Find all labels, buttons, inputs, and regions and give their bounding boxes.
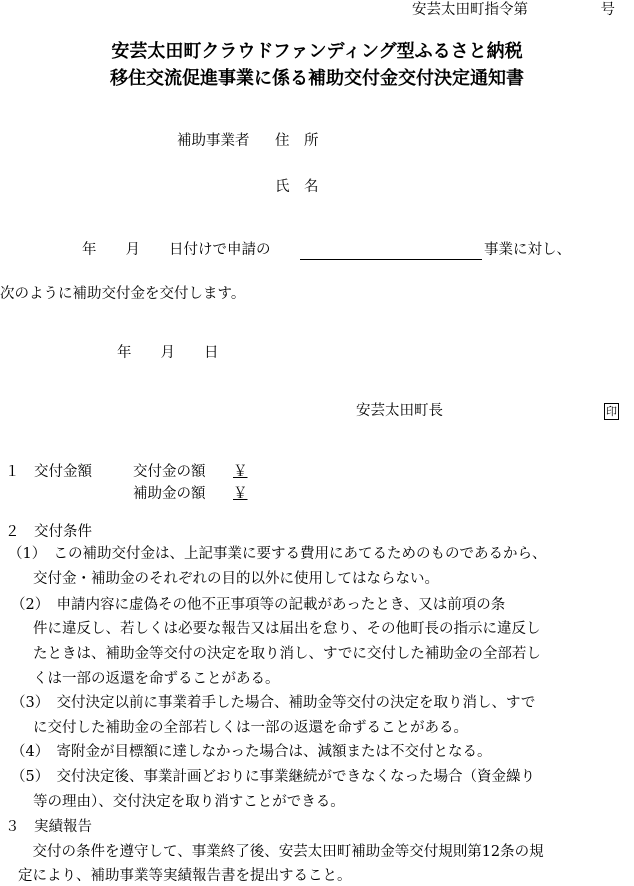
- issuer-name: 安芸太田町長: [356, 403, 443, 419]
- address-label: 住 所: [275, 133, 319, 149]
- project-suffix-text: 事業に対し、: [484, 242, 571, 258]
- document-title-line2: 移住交流促進事業に係る補助交付金交付決定通知書: [110, 68, 524, 89]
- condition-4-line1: （4） 寄附金が目標額に達しなかった場合は、減額または不交付となる。: [11, 744, 492, 760]
- condition-2-line1: （2） 申請内容に虚偽その他不正事項等の記載があったとき、又は前項の条: [11, 597, 506, 613]
- subsidy-amount-currency: ￥: [233, 486, 248, 502]
- report-line2: 定により、補助事業等実績報告書を提出すること。: [18, 868, 352, 884]
- application-date-text: 年 月 日付けで申請の: [53, 242, 271, 258]
- issue-date: 年 月 日: [117, 345, 219, 361]
- grant-statement: 次のように補助交付金を交付します。: [0, 286, 246, 302]
- condition-5-line2: 等の理由）、交付決定を取り消すことができる。: [33, 794, 345, 810]
- seal-mark: 印: [606, 405, 617, 418]
- condition-1-line2: 交付金・補助金のそれぞれの目的以外に使用してはならない。: [33, 571, 439, 587]
- grant-amount-currency: ￥: [233, 464, 248, 480]
- condition-2-line3: たときは、補助金等交付の決定を取り消し、すでに交付した補助金の全部若し: [33, 646, 541, 662]
- condition-3-line1: （3） 交付決定以前に事業着手した場合、補助金等交付の決定を取り消し、すで: [11, 695, 536, 711]
- condition-5-line1: （5） 交付決定後、事業計画どおりに事業継続ができなくなった場合（資金繰り: [11, 769, 535, 785]
- section2-heading: ２ 交付条件: [5, 524, 92, 540]
- recipient-label: 補助事業者: [177, 133, 250, 149]
- document-number: 安芸太田町指令第 号: [412, 2, 615, 18]
- grant-amount-label: 交付金の額: [133, 464, 206, 480]
- section1-heading: １ 交付金額: [5, 464, 92, 480]
- condition-2-line2: 件に違反し、若しくは必要な報告又は届出を怠り、その他町長の指示に違反し: [33, 621, 541, 637]
- condition-2-line4: くは一部の返還を命ずることがある。: [33, 671, 280, 687]
- section3-heading: ３ 実績報告: [5, 819, 92, 835]
- name-label: 氏 名: [275, 179, 319, 195]
- condition-1-line1: （1） この補助交付金は、上記事業に要する費用にあてるためのものであるから、: [8, 546, 547, 562]
- subsidy-amount-label: 補助金の額: [133, 486, 206, 502]
- report-line1: 交付の条件を遵守して、事業終了後、安芸太田町補助金等交付規則第12条の規: [18, 844, 544, 860]
- project-name-blank: [300, 259, 482, 260]
- condition-3-line2: に交付した補助金の全部若しくは一部の返還を命ずることがある。: [33, 720, 468, 736]
- document-title-line1: 安芸太田町クラウドファンディング型ふるさと納税: [111, 41, 523, 62]
